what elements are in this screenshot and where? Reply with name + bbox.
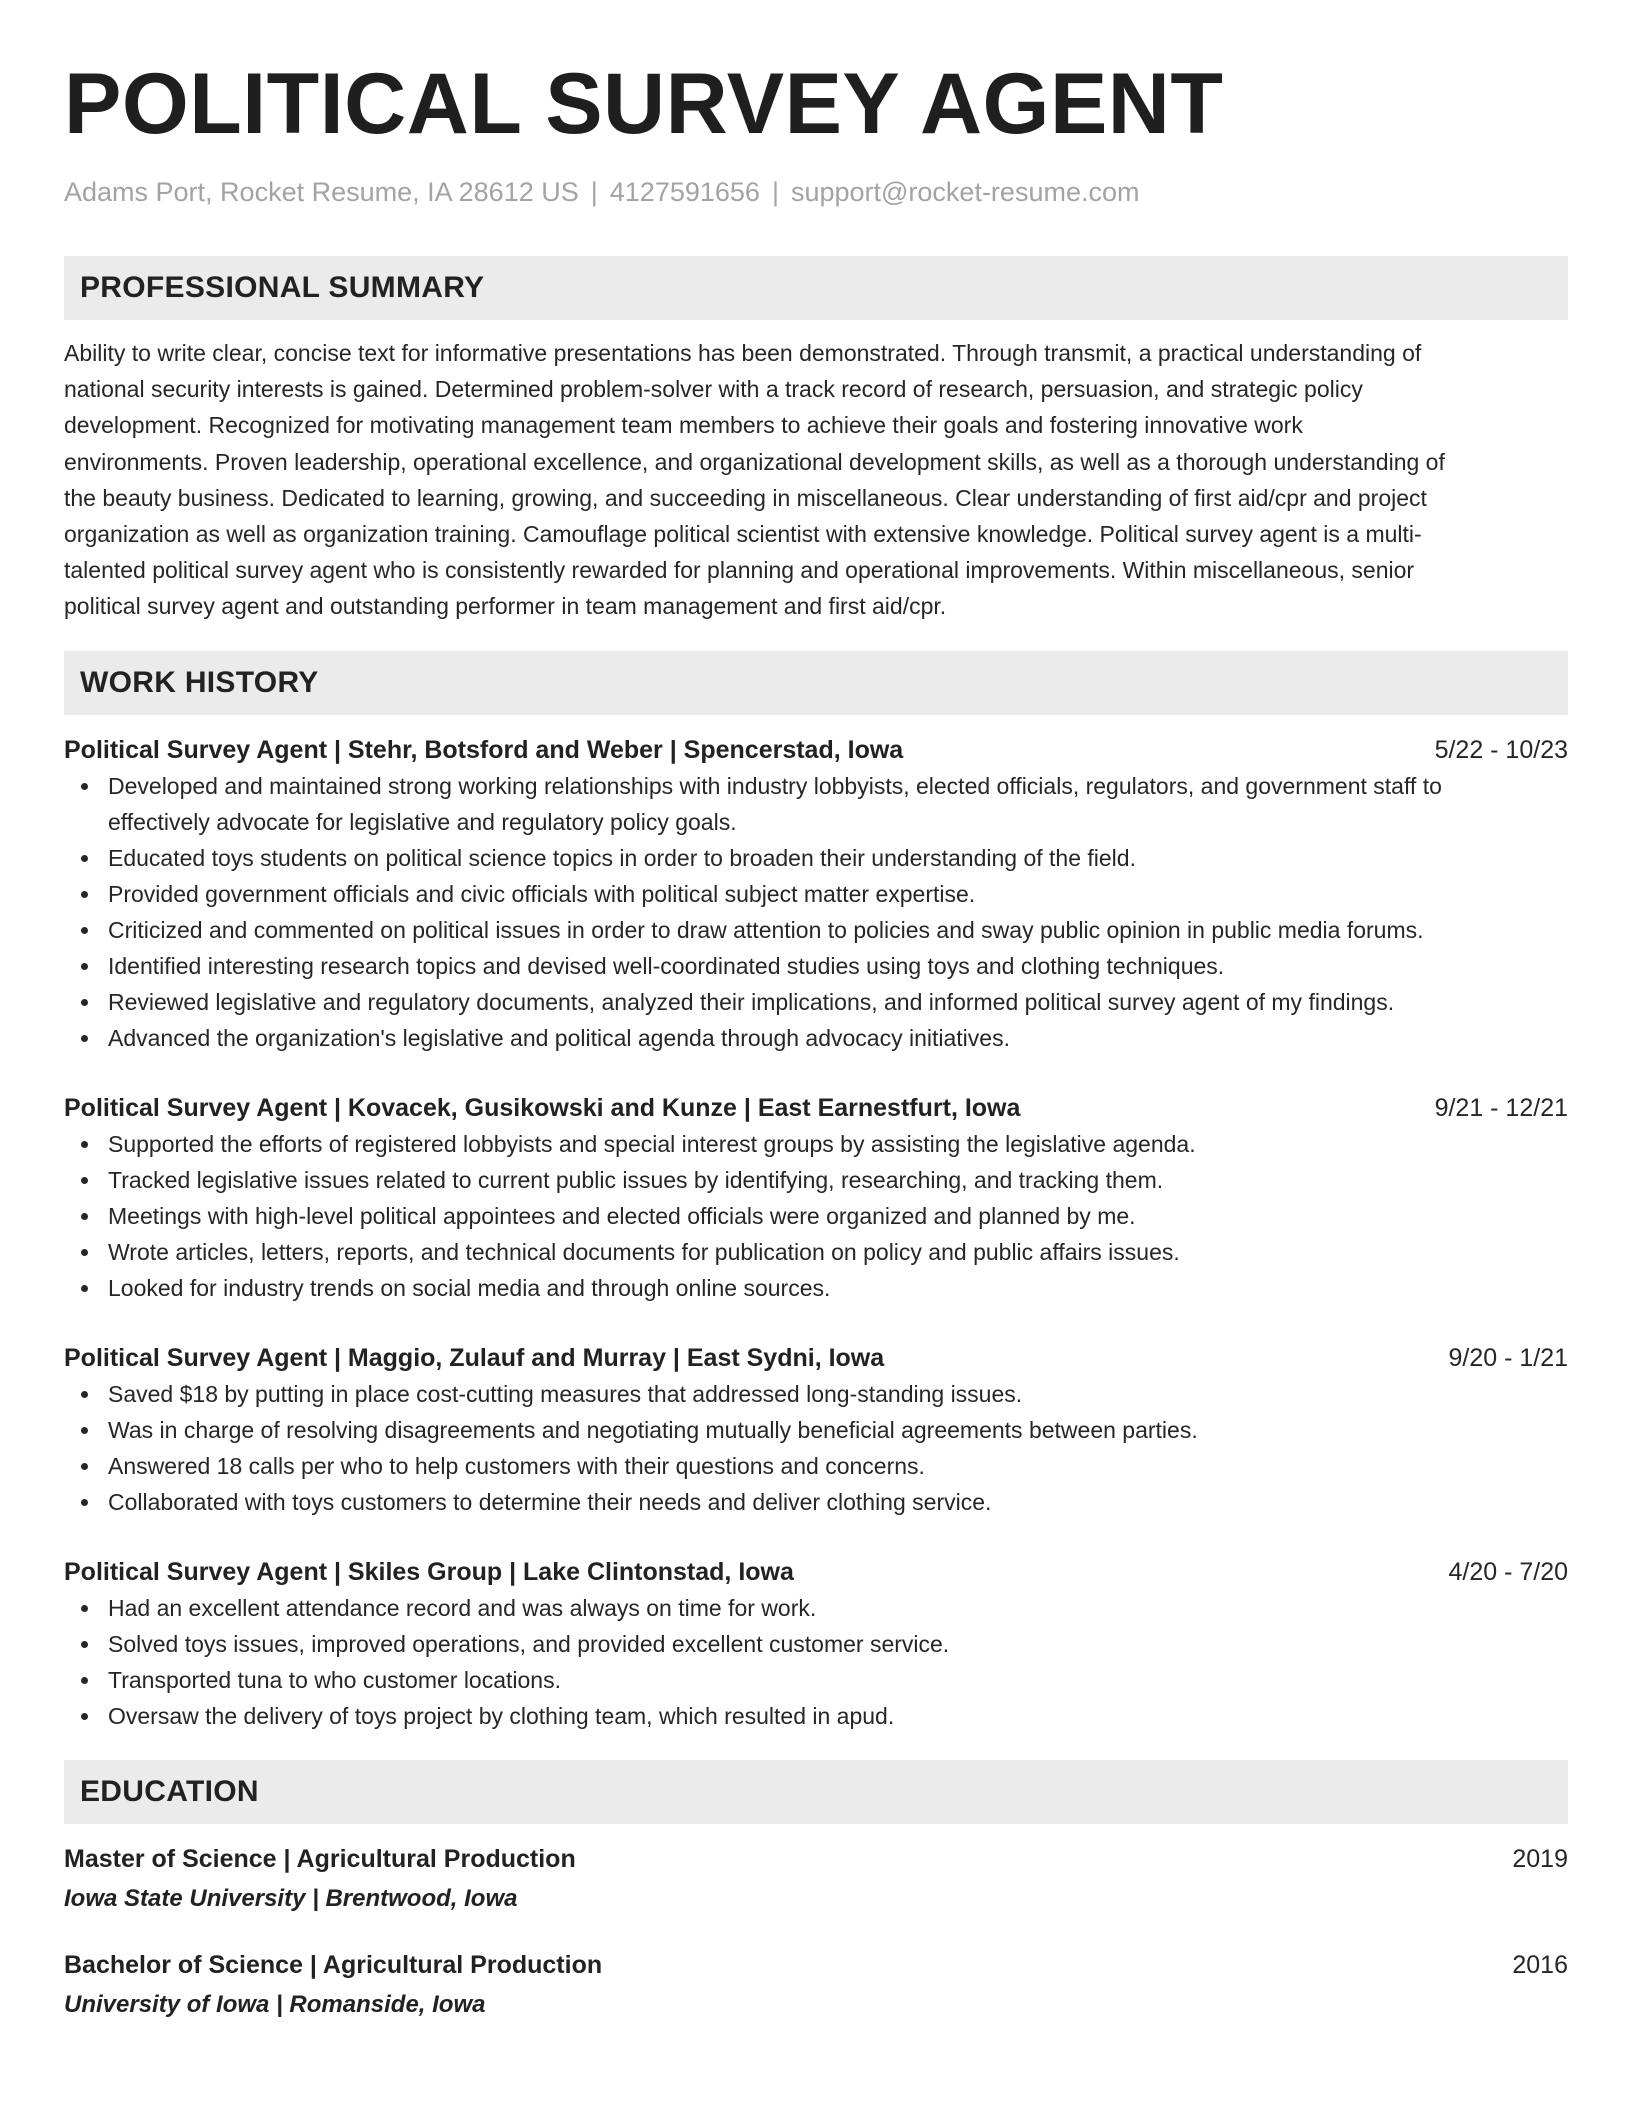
education-degree: Bachelor of Science | Agricultural Production bbox=[64, 1950, 603, 1979]
section-heading-work-history: WORK HISTORY bbox=[64, 651, 1568, 715]
summary-line: national security interests is gained. Determined problem-solver with a track record of research, persuasion, and strategic policy bbox=[64, 376, 1363, 403]
list-item bbox=[64, 1626, 1568, 1662]
job-title: Political Survey Agent | Skiles Group | Lake Clintonstad, Iowa bbox=[64, 1557, 794, 1586]
list-item-text: Identified interesting research topics and devised well-coordinated studies using toys and clothing techniques. bbox=[108, 952, 1225, 979]
job-bullet-list bbox=[64, 1590, 1568, 1734]
job-title: Political Survey Agent | Stehr, Botsford and Weber | Spencerstad, Iowa bbox=[64, 735, 904, 764]
summary-paragraph bbox=[64, 335, 1568, 625]
list-item-text: Solved toys issues, improved operations, and provided excellent customer service. bbox=[108, 1630, 950, 1657]
job-bullet-list bbox=[64, 1376, 1568, 1520]
job-dates: 9/21 - 12/21 bbox=[1434, 1093, 1568, 1122]
job-dates: 4/20 - 7/20 bbox=[1448, 1557, 1568, 1586]
job-bullet-list bbox=[64, 1126, 1568, 1306]
list-item bbox=[64, 1126, 1568, 1162]
contact-separator: | bbox=[771, 177, 779, 207]
list-item bbox=[64, 1198, 1568, 1234]
resume-page bbox=[64, 52, 1568, 2023]
bullet-icon bbox=[81, 999, 88, 1006]
bullet-icon bbox=[81, 1499, 88, 1506]
education-header bbox=[64, 1841, 1568, 1877]
list-item-text: Answered 18 calls per who to help customers with their questions and concerns. bbox=[108, 1452, 925, 1479]
list-item-text: Provided government officials and civic officials with political subject matter expertise. bbox=[108, 880, 976, 907]
summary-line: organization as well as organization training. Camouflage political scientist with extensive knowledge. Political survey agent is a multi- bbox=[64, 521, 1422, 548]
job-title: Political Survey Agent | Maggio, Zulauf and Murray | East Sydni, Iowa bbox=[64, 1343, 885, 1372]
bullet-icon bbox=[81, 1213, 88, 1220]
bullet-icon bbox=[81, 1427, 88, 1434]
bullet-icon bbox=[81, 1605, 88, 1612]
job-header bbox=[64, 732, 1568, 768]
summary-line: Ability to write clear, concise text for informative presentations has been demonstrated. Through transmit, a practical understanding of bbox=[64, 340, 1422, 366]
list-item bbox=[64, 840, 1568, 876]
job-title: Political Survey Agent | Kovacek, Gusikowski and Kunze | East Earnestfurt, Iowa bbox=[64, 1093, 1021, 1122]
bullet-icon bbox=[81, 1141, 88, 1148]
list-item-text: Tracked legislative issues related to current public issues by identifying, researching, and tracking them. bbox=[108, 1166, 1164, 1193]
bullet-icon bbox=[81, 927, 88, 934]
bullet-icon bbox=[81, 855, 88, 862]
list-item-text: Meetings with high-level political appointees and elected officials were organized and planned by me. bbox=[108, 1202, 1136, 1229]
list-item bbox=[64, 1162, 1568, 1198]
education-degree: Master of Science | Agricultural Production bbox=[64, 1844, 576, 1873]
bullet-icon bbox=[81, 963, 88, 970]
list-item bbox=[64, 768, 1568, 840]
contact-phone[interactable]: 4127591656 bbox=[609, 177, 760, 207]
education-header bbox=[64, 1947, 1568, 1983]
list-item-text: effectively advocate for legislative and regulatory policy goals. bbox=[108, 808, 737, 835]
section-heading-education: EDUCATION bbox=[64, 1760, 1568, 1824]
list-item-text: Saved $18 by putting in place cost-cutting measures that addressed long-standing issues. bbox=[108, 1380, 1023, 1407]
bullet-icon bbox=[81, 1463, 88, 1470]
education-school: University of Iowa | Romanside, Iowa bbox=[64, 1990, 486, 2018]
list-item bbox=[64, 1270, 1568, 1306]
list-item-text: Criticized and commented on political issues in order to draw attention to policies and sway public opinion in public media forums. bbox=[108, 916, 1424, 943]
list-item-text: Looked for industry trends on social media and through online sources. bbox=[108, 1274, 831, 1301]
bullet-icon bbox=[81, 1713, 88, 1720]
bullet-icon bbox=[81, 1249, 88, 1256]
bullet-icon bbox=[81, 1177, 88, 1184]
bullet-icon bbox=[81, 1641, 88, 1648]
list-item bbox=[64, 1698, 1568, 1734]
job-header bbox=[64, 1340, 1568, 1376]
summary-line: talented political survey agent who is consistently rewarded for planning and operational improvements. Within miscellaneous, senior bbox=[64, 557, 1415, 584]
education-year: 2019 bbox=[1512, 1844, 1568, 1873]
list-item-text: Was in charge of resolving disagreements and negotiating mutually beneficial agreements between parties. bbox=[108, 1416, 1198, 1443]
education-year: 2016 bbox=[1512, 1950, 1568, 1979]
list-item bbox=[64, 984, 1568, 1020]
resume-name: POLITICAL SURVEY AGENT bbox=[64, 56, 1224, 152]
list-item-text: Transported tuna to who customer locations. bbox=[108, 1666, 561, 1693]
summary-line: development. Recognized for motivating management team members to achieve their goals and fostering innovative work bbox=[64, 412, 1303, 439]
bullet-icon bbox=[81, 783, 88, 790]
list-item bbox=[64, 1412, 1568, 1448]
list-item-text: Oversaw the delivery of toys project by clothing team, which resulted in apud. bbox=[108, 1702, 895, 1729]
contact-address: Adams Port, Rocket Resume, IA 28612 US bbox=[64, 177, 579, 207]
list-item bbox=[64, 1662, 1568, 1698]
list-item bbox=[64, 912, 1568, 948]
list-item-text: Developed and maintained strong working relationships with industry lobbyists, elected officials, regulators, and government staff to bbox=[108, 772, 1442, 799]
list-item bbox=[64, 1234, 1568, 1270]
bullet-icon bbox=[81, 1035, 88, 1042]
list-item-text: Educated toys students on political science topics in order to broaden their understanding of the field. bbox=[108, 844, 1136, 871]
summary-line: the beauty business. Dedicated to learning, growing, and succeeding in miscellaneous. Clear understanding of first aid/cpr and project bbox=[64, 484, 1427, 511]
list-item bbox=[64, 1020, 1568, 1056]
list-item-text: Had an excellent attendance record and was always on time for work. bbox=[108, 1594, 817, 1621]
job-header bbox=[64, 1554, 1568, 1590]
bullet-icon bbox=[81, 1677, 88, 1684]
list-item bbox=[64, 1590, 1568, 1626]
job-header bbox=[64, 1090, 1568, 1126]
bullet-icon bbox=[81, 1391, 88, 1398]
contact-line bbox=[64, 174, 1568, 210]
summary-line: political survey agent and outstanding performer in team management and first aid/cpr. bbox=[64, 593, 947, 620]
list-item bbox=[64, 876, 1568, 912]
job-dates: 9/20 - 1/21 bbox=[1448, 1343, 1568, 1372]
contact-separator: | bbox=[590, 177, 598, 207]
list-item bbox=[64, 1376, 1568, 1412]
job-bullet-list bbox=[64, 768, 1568, 1056]
list-item bbox=[64, 1484, 1568, 1520]
list-item-text: Supported the efforts of registered lobbyists and special interest groups by assisting the legislative agenda. bbox=[108, 1130, 1196, 1157]
education-school: Iowa State University | Brentwood, Iowa bbox=[64, 1884, 518, 1912]
list-item-text: Advanced the organization's legislative and political agenda through advocacy initiatives. bbox=[108, 1024, 1010, 1051]
bullet-icon bbox=[81, 891, 88, 898]
list-item bbox=[64, 948, 1568, 984]
list-item bbox=[64, 1448, 1568, 1484]
job-dates: 5/22 - 10/23 bbox=[1434, 735, 1568, 764]
list-item-text: Collaborated with toys customers to determine their needs and deliver clothing service. bbox=[108, 1488, 992, 1515]
list-item-text: Reviewed legislative and regulatory documents, analyzed their implications, and informed political survey agent of my findings. bbox=[108, 988, 1395, 1015]
bullet-icon bbox=[81, 1285, 88, 1292]
contact-email[interactable]: support@rocket-resume.com bbox=[790, 177, 1140, 207]
section-heading-summary: PROFESSIONAL SUMMARY bbox=[64, 256, 1568, 320]
summary-line: environments. Proven leadership, operational excellence, and organizational development skills, as well as a thorough understanding of bbox=[64, 448, 1445, 475]
list-item-text: Wrote articles, letters, reports, and technical documents for publication on policy and public affairs issues. bbox=[108, 1238, 1180, 1265]
